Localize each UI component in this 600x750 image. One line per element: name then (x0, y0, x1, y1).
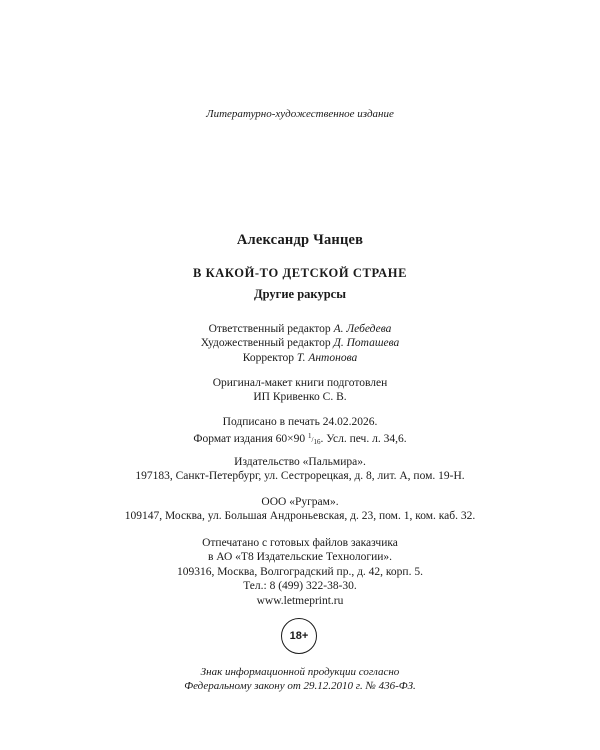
credit-art-editor-role: Художественный редактор (200, 337, 331, 350)
credit-editor-role: Ответственный редактор (208, 323, 331, 335)
author-name: Александр Чанцев (236, 232, 364, 248)
printer-website: www.letmeprint.ru (256, 594, 344, 607)
format-suffix: . Усл. печ. л. 34,6. (320, 433, 407, 446)
age-rating-notice (0, 665, 600, 694)
credit-editor (0, 322, 600, 336)
printer-phone: Тел.: 8 (499) 322-38-30. (243, 580, 357, 593)
co-publisher-block (0, 495, 600, 524)
age-rating-badge: 18+ (281, 618, 317, 654)
credit-art-editor-name: Д. Поташева (333, 337, 400, 350)
book-title: В КАКОЙ-ТО ДЕТСКОЙ СТРАНЕ (192, 266, 408, 280)
notice-line: Знак информационной продукции согласно (200, 666, 400, 678)
printer-line: Отпечатано с готовых файлов заказчика (202, 537, 398, 549)
layout-line: Оригинал-макет книги подготовлен (212, 377, 388, 389)
notice-line: Федеральному закону от 29.12.2010 г. № 436-ФЗ. (184, 680, 416, 693)
credit-corrector-role: Корректор (242, 351, 295, 364)
publisher-name: Издательство «Пальмира». (234, 456, 366, 468)
co-publisher-address: 109147, Москва, ул. Большая Андроньевская, д. 23, пом. 1, ком. каб. 32. (124, 510, 476, 523)
printer-block (0, 536, 600, 608)
publisher-address: 197183, Санкт-Петербург, ул. Сестрорецкая, д. 8, лит. А, пом. 19-Н. (135, 470, 465, 483)
printer-address: 109316, Москва, Волгоградский пр., д. 42, корп. 5. (177, 565, 423, 578)
format-fraction: $^1/_{16}$ (308, 432, 321, 447)
credits-block (0, 322, 600, 365)
book-subtitle: Другие ракурсы (254, 287, 346, 301)
credit-art-editor (0, 336, 600, 350)
format-line (0, 429, 600, 449)
publisher-block (0, 455, 600, 484)
credit-corrector (0, 351, 600, 365)
series-note: Литературно-художественное издание (206, 108, 394, 120)
fraction-denominator: 16 (313, 438, 321, 447)
credit-corrector-name: Т. Антонова (296, 351, 358, 364)
format-prefix: Формат издания 60×90 (193, 433, 306, 446)
fraction-numerator: 1 (308, 432, 312, 441)
signed-date: Подписано в печать 24.02.2026. (222, 416, 378, 428)
layout-line: ИП Кривенко С. В. (253, 391, 347, 404)
printer-line: в АО «Т8 Издательские Технологии». (207, 551, 393, 564)
co-publisher-name: ООО «Руграм». (261, 496, 339, 508)
print-specs-block (0, 415, 600, 450)
layout-block (0, 376, 600, 405)
credit-editor-name: А. Лебедева (333, 323, 392, 335)
